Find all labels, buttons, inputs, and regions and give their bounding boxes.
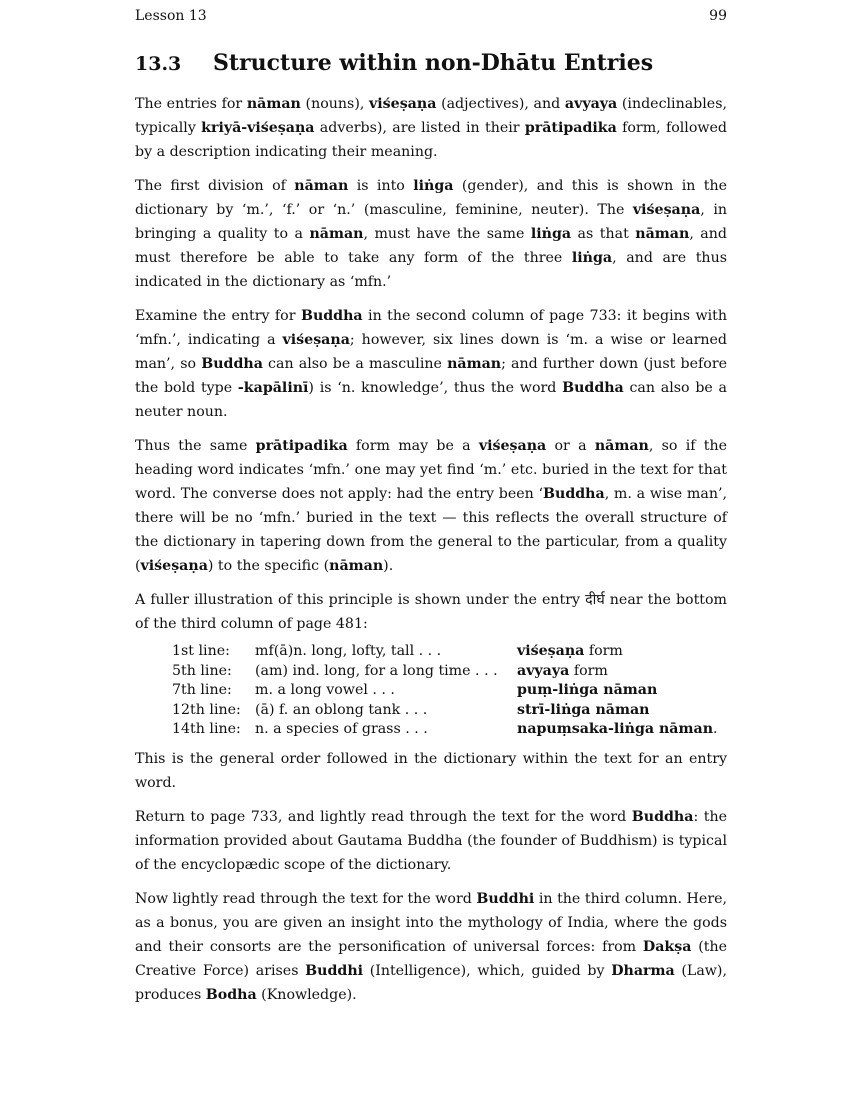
paragraph-1: The entries for nāman (nouns), viśeṣaṇa (adjectives), and avyaya (indeclinables, typically kriyā-viśeṣaṇa adverbs), are listed in their prātipadika form, followed by a description indicating their meaning. [135, 96, 727, 160]
section-heading [135, 48, 653, 79]
term: nāman [309, 226, 364, 242]
term: kriyā-viśeṣaṇa [201, 120, 315, 136]
line-category: puṃ-liṅga nāman [517, 682, 658, 698]
line-category: napuṃsaka-liṅga nāman. [517, 721, 718, 737]
line-category: viśeṣaṇa form [517, 643, 623, 659]
term: liṅga [530, 226, 572, 242]
term: Buddha [300, 308, 363, 324]
term: liṅga [571, 250, 613, 266]
term: prātipadika [255, 438, 348, 454]
line-text: mf(ā)n. long, lofty, tall . . . [255, 643, 442, 659]
table-row [172, 681, 718, 701]
term: nāman [294, 178, 349, 194]
paragraph-4: Thus the same prātipadika form may be a viśeṣaṇa or a nāman, so if the heading word indicates ‘mfn.’ one may yet find ‘m.’ etc. buried in the text for that word. The converse does not apply: had the entry been ‘Buddha, m. a wise man’, there will be no ‘mfn.’ buried in the text — this reflects the overall structure of the dictionary in tapering down from the general to the particular, from a quality (viśeṣaṇa) to the specific (nāman). [135, 438, 728, 574]
running-head [135, 6, 727, 26]
paragraph-8: Now lightly read through the text for the word Buddhi in the third column. Here, as a bonus, you are given an insight into the mythology of India, where the gods and their consorts are the personification of universal forces: from Dakṣa (the Creative Force) arises Buddhi (Intelligence), which, guided by Dharma (Law), produces Bodha (Knowledge). [135, 890, 728, 1003]
devanagari-word: दीर्घ [585, 592, 605, 608]
line-category: avyaya form [517, 662, 608, 679]
paragraph-2: The first division of nāman is into liṅga (gender), and this is shown in the dictionary by ‘m.’, ‘f.’ or ‘n.’ (masculine, feminine, neuter). The viśeṣaṇa, in bringing a quality to a nāman, must have the same liṅga as that nāman, and must therefore be able to take any form of the three liṅga, and are thus indicated in the dictionary as ‘mfn.’ [135, 178, 728, 290]
paragraph-7: Return to page 733, and lightly read through the text for the word Buddha: the information provided about Gautama Buddha (the founder of Buddhism) is typical of the encyclopædic scope of the dictionary. [135, 808, 728, 873]
section-title: Structure within non-Dhātu Entries [213, 50, 654, 76]
line-label: 1st line: [172, 643, 230, 659]
paragraph-5: A fuller illustration of this principle is shown under the entry दीर्घ near the bottom of the third column of page 481: [135, 592, 727, 632]
term: Dharma [611, 962, 675, 979]
lesson-label: Lesson 13 [135, 8, 207, 24]
table-row [172, 720, 718, 740]
term: Buddhi [305, 962, 364, 979]
term: Buddha [543, 486, 605, 502]
line-text: (ā) f. an oblong tank . . . [255, 701, 428, 718]
line-text: n. a species of grass . . . [255, 721, 428, 737]
term: viśeṣaṇa [140, 558, 208, 574]
term: liṅga [413, 178, 454, 194]
line-category: strī-liṅga nāman [517, 701, 650, 718]
line-label: 5th line: [172, 662, 232, 679]
term: nāman [447, 356, 502, 372]
table-row [172, 701, 718, 721]
term: nāman [594, 438, 649, 454]
term: Dakṣa [642, 938, 692, 955]
term: avyaya [564, 96, 618, 112]
term: Buddha [562, 380, 624, 396]
term: Buddha [201, 356, 263, 372]
illustration-table [172, 642, 718, 740]
page-number: 99 [709, 8, 727, 24]
term: viśeṣaṇa [369, 96, 437, 112]
paragraph-6: This is the general order followed in the dictionary within the text for an entry word. [135, 750, 727, 791]
term: viśeṣaṇa [632, 202, 701, 218]
term: prātipadika [524, 120, 617, 136]
table-row [172, 662, 718, 682]
body-text [135, 92, 727, 1017]
line-text: m. a long vowel . . . [255, 682, 395, 698]
term: Buddhi [476, 890, 535, 907]
paragraph-3: Examine the entry for Buddha in the second column of page 733: it begins with ‘mfn.’, indicating a viśeṣaṇa; however, six lines down is ‘m. a wise or learned man’, so Buddha can also be a masculine nāman; and further down (just before the bold type -kapālinī) is ‘n. knowledge’, thus the word Buddha can also be a neuter noun. [135, 308, 728, 420]
line-label: 7th line: [172, 682, 232, 698]
line-label: 14th line: [172, 721, 241, 737]
term: nāman [635, 226, 690, 242]
section-number: 13.3 [135, 53, 182, 75]
term: Buddha [631, 808, 694, 825]
term: viśeṣaṇa [282, 332, 350, 348]
line-label: 12th line: [172, 701, 241, 718]
line-text: (am) ind. long, for a long time . . . [255, 662, 498, 679]
term: nāman [246, 96, 301, 112]
term: viśeṣaṇa [478, 438, 547, 454]
term: nāman [329, 558, 384, 574]
term: Bodha [205, 986, 257, 1003]
term: -kapālinī [237, 380, 309, 396]
table-row [172, 642, 718, 662]
